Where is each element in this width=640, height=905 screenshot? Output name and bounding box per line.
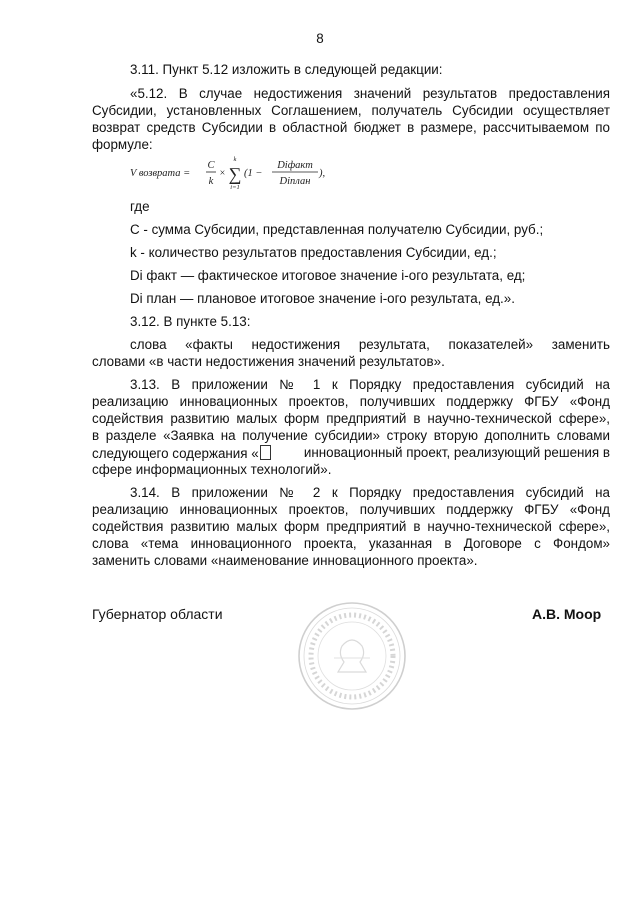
formula-sum-top: k <box>233 156 237 163</box>
section-3-11-line: формуле: <box>92 137 153 152</box>
section-3-12-line: слова «факты недостижения результата, показателей» заменить <box>130 337 610 352</box>
section-3-14-line: реализацию инновационных проектов, получивших поддержку ФГБУ «Фонд <box>92 502 610 517</box>
formula-c: C <box>207 160 215 171</box>
section-3-13-line: реализацию инновационных проектов, получивших поддержку ФГБУ «Фонд <box>92 394 610 409</box>
section-3-13-line: 3.13. В приложении № 1 к Порядку предоставления субсидий на <box>130 377 610 392</box>
section-3-12-intro: 3.12. В пункте 5.13: <box>130 314 251 329</box>
formula-times: × <box>219 168 226 179</box>
section-3-14-line: 3.14. В приложении № 2 к Порядку предоставления субсидий на <box>130 485 610 500</box>
definitions-where: где <box>130 199 150 214</box>
formula-k: k <box>208 176 214 187</box>
formula-paren-open: (1 − <box>244 168 263 179</box>
section-3-11-line: возврат средств Субсидии в областной бюджет в размере, рассчитываемом по <box>92 120 610 135</box>
definition-item: k - количество результатов предоставления Субсидии, ед.; <box>130 245 497 260</box>
signatory-position: Губернатор области <box>92 606 223 622</box>
section-3-11-line: «5.12. В случае недостижения значений результатов предоставления <box>130 86 610 101</box>
section-3-13-line: сфере информационных технологий». <box>92 462 332 477</box>
formula-close: ), <box>319 168 326 179</box>
page-number: 8 <box>316 31 324 46</box>
definition-item: Di факт — фактическое итоговое значение i-ого результата, ед; <box>130 268 526 283</box>
section-3-11-line: Субсидии, установленных Соглашением, получатель Субсидии осуществляет <box>92 103 610 118</box>
formula-sum-bottom: i=1 <box>230 184 240 191</box>
formula-sum-sign: ∑ <box>228 164 242 184</box>
section-3-13-line5-after: инновационный проект, реализующий решения в <box>303 445 610 460</box>
signatory-name: А.В. Моор <box>532 606 602 622</box>
refund-formula <box>130 155 340 195</box>
section-3-13-line5-before: следующего содержания « <box>92 445 273 462</box>
formula-di-plan: Diплан <box>279 176 311 187</box>
section-3-14-line: заменить словами «наименование инновационного проекта». <box>92 553 478 568</box>
section-3-13-line: в разделе «Заявка на получение субсидии» строку вторую дополнить словами <box>92 428 610 443</box>
section-3-13-line-checkbox <box>92 445 610 462</box>
section-3-14-line: слова «тема инновационного проекта, указанная в Договоре с Фондом» <box>92 536 610 551</box>
section-3-11-intro: 3.11. Пункт 5.12 изложить в следующей редакции: <box>130 62 443 77</box>
section-3-14-line: содействия развитию малых форм предприятий в научно-технической сфере», <box>92 519 610 534</box>
formula-lhs: V возврата = <box>130 168 191 179</box>
formula-di-fact: Diфакт <box>277 160 313 171</box>
empty-checkbox-symbol <box>260 445 271 460</box>
definition-item: С - сумма Субсидии, представленная получателю Субсидии, руб.; <box>130 222 544 237</box>
definition-item: Di план — плановое итоговое значение i-ого результата, ед.». <box>130 291 515 306</box>
section-3-13-line: содействия развитию малых форм предприятий в научно-технической сфере», <box>92 411 610 426</box>
official-seal-icon <box>296 600 408 712</box>
section-3-12-line: словами «в части недостижения значений результатов». <box>92 354 445 369</box>
